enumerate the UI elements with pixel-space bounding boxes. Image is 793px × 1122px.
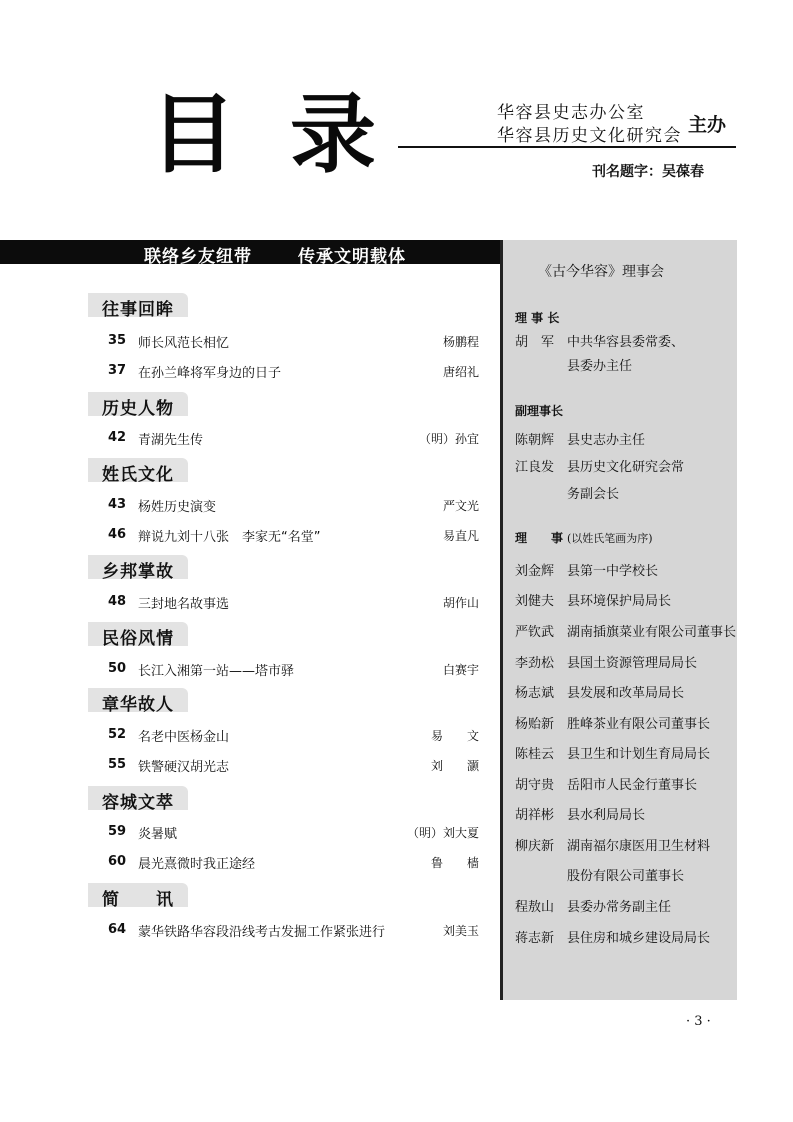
article-author: 易直凡	[442, 529, 479, 543]
member-name: 李劲松	[515, 656, 555, 671]
article-title[interactable]: 师长风范长相忆	[138, 336, 230, 351]
host-label: 主办	[688, 114, 727, 136]
member-name: 柳庆新	[515, 839, 555, 854]
article-page: 60	[108, 854, 127, 869]
article-page: 42	[108, 430, 127, 445]
article-author: （明）孙宜	[418, 432, 479, 446]
article-author: 胡作山	[442, 596, 479, 610]
article-author: 严文光	[442, 499, 479, 513]
article-page: 48	[108, 594, 127, 609]
article-title[interactable]: 在孙兰峰将军身边的日子	[138, 366, 282, 381]
member-name: 蒋志新	[515, 931, 555, 946]
article-page: 43	[108, 497, 127, 512]
section-header: 往事回眸	[88, 293, 188, 317]
member-title: 胜峰茶业有限公司董事长	[567, 717, 711, 732]
article-page: 52	[108, 727, 127, 742]
article-title[interactable]: 三封地名故事选	[138, 597, 230, 612]
member-title: 湖南福尔康医用卫生材料	[567, 839, 711, 854]
section-header: 民俗风情	[88, 622, 188, 646]
section-header: 乡邦掌故	[88, 555, 188, 579]
article-author: 杨鹏程	[442, 335, 479, 349]
article-page: 46	[108, 527, 127, 542]
article-author: （明）刘大夏	[406, 826, 479, 840]
member-title: 县委办常务副主任	[567, 900, 672, 915]
member-title: 务副会长	[567, 487, 620, 502]
section-header: 容城文萃	[88, 786, 188, 810]
article-author: 易 文	[430, 729, 479, 743]
article-page: 37	[108, 363, 127, 378]
article-title[interactable]: 晨光熹微时我正途经	[138, 857, 256, 872]
member-title: 县第一中学校长	[567, 564, 659, 579]
article-title[interactable]: 铁警硬汉胡光志	[138, 760, 230, 775]
member-title: 岳阳市人民金行董事长	[567, 778, 698, 793]
member-name: 杨志斌	[515, 686, 555, 701]
member-name: 胡 军	[515, 335, 555, 350]
title-char-2: 录	[290, 85, 376, 185]
member-title: 县历史文化研究会常	[567, 460, 685, 475]
member-title: 县史志办主任	[567, 433, 646, 448]
member-title: 湖南插旗菜业有限公司董事长	[567, 625, 737, 640]
article-title[interactable]: 青湖先生传	[138, 433, 204, 448]
member-name: 陈桂云	[515, 747, 555, 762]
role-members: 理 事	[515, 531, 564, 545]
member-title: 县发展和改革局局长	[567, 686, 685, 701]
member-name: 程敖山	[515, 900, 555, 915]
calligrapher-credit: 刊名题字：吴葆春	[592, 164, 704, 180]
organizer-2: 华容县历史文化研究会	[497, 126, 682, 146]
title-char-1: 目	[150, 85, 236, 185]
article-title[interactable]: 杨姓历史演变	[138, 500, 217, 515]
slogan-right: 传承文明载体	[298, 247, 406, 267]
member-name: 刘金辉	[515, 564, 555, 579]
member-title: 县国土资源管理局局长	[567, 656, 698, 671]
article-page: 59	[108, 824, 127, 839]
slogan-left: 联络乡友纽带	[144, 247, 252, 267]
member-title: 县环境保护局局长	[567, 594, 672, 609]
member-name: 杨贻新	[515, 717, 555, 732]
section-header: 历史人物	[88, 392, 188, 416]
member-name: 陈朝辉	[515, 433, 555, 448]
section-header: 姓氏文化	[88, 458, 188, 482]
section-header: 章华故人	[88, 688, 188, 712]
organizer-1: 华容县史志办公室	[497, 103, 645, 123]
article-title[interactable]: 名老中医杨金山	[138, 730, 230, 745]
slogan-banner	[0, 240, 500, 267]
section-header: 简 讯	[88, 883, 188, 907]
article-page: 55	[108, 757, 127, 772]
member-title: 县卫生和计划生育局局长	[567, 747, 711, 762]
member-title: 中共华容县委常委、	[567, 335, 685, 350]
article-title[interactable]: 炎暑赋	[138, 827, 178, 842]
article-page: 64	[108, 922, 127, 937]
role-vice-chair: 副理事长	[515, 404, 564, 418]
members-order-note: (以姓氏笔画为序)	[567, 532, 653, 545]
member-name: 刘健夫	[515, 594, 555, 609]
article-author: 白赛宇	[442, 663, 479, 677]
member-title: 股份有限公司董事长	[567, 869, 685, 884]
role-chair: 理 事 长	[515, 311, 560, 325]
article-title[interactable]: 辩说九刘十八张 李家无“名堂”	[138, 530, 321, 545]
article-page: 35	[108, 333, 127, 348]
page-number: · 3 ·	[686, 1014, 711, 1029]
member-title: 县水利局局长	[567, 808, 646, 823]
article-author: 刘 灏	[430, 759, 479, 773]
article-author: 唐绍礼	[442, 365, 479, 379]
member-title: 县住房和城乡建设局局长	[567, 931, 711, 946]
article-author: 鲁 樯	[430, 856, 479, 870]
member-name: 胡祥彬	[515, 808, 555, 823]
council-panel	[500, 240, 737, 1000]
member-name: 胡守贵	[515, 778, 555, 793]
header-rule	[398, 146, 736, 148]
article-author: 刘美玉	[442, 924, 479, 938]
article-page: 50	[108, 661, 127, 676]
member-name: 江良发	[515, 460, 555, 475]
council-title: 《古今华容》理事会	[538, 264, 664, 280]
member-title: 县委办主任	[567, 359, 633, 374]
article-title[interactable]: 长江入湘第一站——塔市驿	[138, 664, 295, 679]
article-title[interactable]: 蒙华铁路华容段沿线考古发掘工作紧张进行	[138, 925, 386, 940]
member-name: 严钦武	[515, 625, 555, 640]
